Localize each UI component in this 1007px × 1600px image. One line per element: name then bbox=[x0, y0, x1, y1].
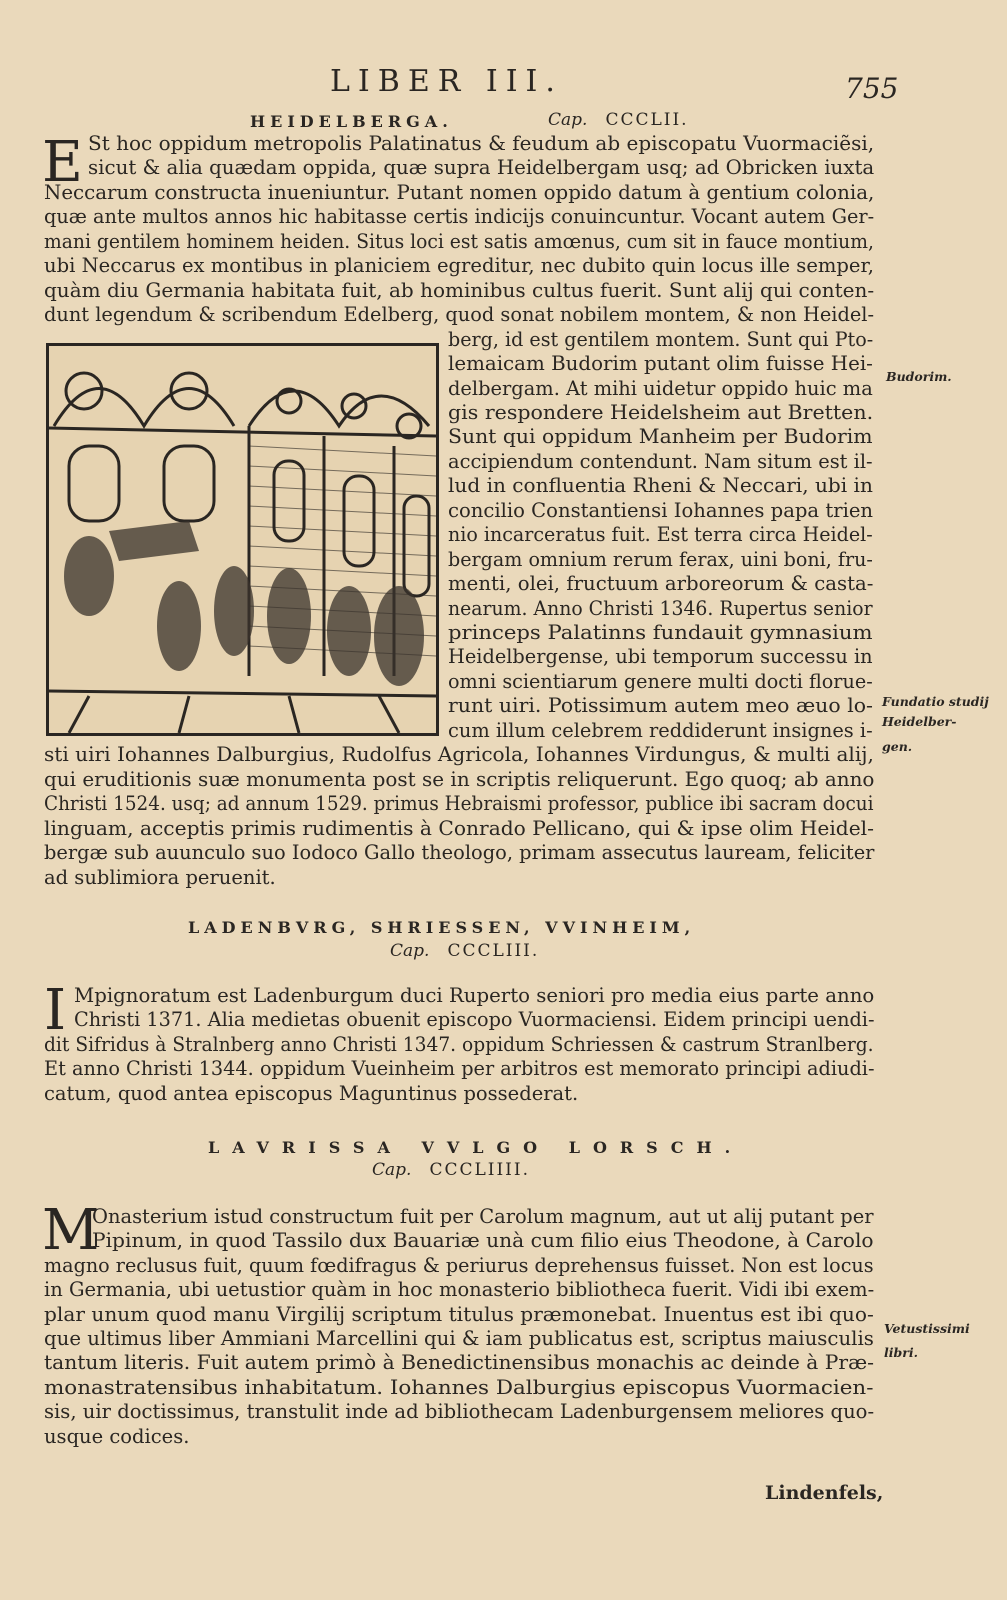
text-line: plar unum quod manu Virgilij scriptum titulus præmonebat. Inuentus est ibi quo- bbox=[44, 1302, 874, 1326]
text-line: gis respondere Heidelsheim aut Bretten. bbox=[448, 400, 874, 424]
text-line: qui eruditionis suæ monumenta post se in scriptis reliquerunt. Ego quoq; ab anno bbox=[44, 767, 875, 791]
text-line: lud in confluentia Rheni & Neccari, ubi in bbox=[448, 474, 873, 498]
text-line: ad sublimiora peruenit. bbox=[44, 865, 276, 889]
chapter-number: CCCLII. bbox=[605, 110, 689, 130]
drop-cap: E bbox=[42, 130, 83, 195]
text-line: in Germania, ubi uetustior quàm in hoc monasterio bibliotheca fuerit. Vidi ibi exem- bbox=[44, 1278, 875, 1302]
running-title: LIBER III. bbox=[330, 64, 563, 99]
margin-note: libri. bbox=[884, 1345, 918, 1360]
text-line: Christi 1371. Alia medietas obuenit episcopo Vuormaciensi. Eidem principi uendi- bbox=[74, 1008, 875, 1032]
chapter-prefix: Cap. bbox=[390, 941, 430, 961]
text-line: berg, id est gentilem montem. Sunt qui Pto- bbox=[448, 327, 874, 351]
text-line: St hoc oppidum metropolis Palatinatus & feudum ab episcopatu Vuormaciẽsi, bbox=[88, 132, 875, 155]
drop-cap: M bbox=[42, 1198, 100, 1263]
text-line: nearum. Anno Christi 1346. Rupertus senior bbox=[448, 596, 873, 620]
text-line: Onasterium istud constructum fuit per Carolum magnum, aut ut alij putant per bbox=[92, 1205, 874, 1228]
text-line: bergæ sub auunculo suo Iodoco Gallo theologo, primam assecutus lauream, feliciter bbox=[44, 841, 875, 865]
text-line: que ultimus liber Ammiani Marcellini qui & iam publicatus est, scriptus maiusculis bbox=[44, 1327, 874, 1350]
margin-note: Budorim. bbox=[886, 369, 952, 384]
text-line: tantum literis. Fuit autem primò à Benedictinensibus monachis ac deinde à Præ- bbox=[44, 1351, 874, 1375]
text-line: omni scientiarum genere multi docti florue- bbox=[448, 669, 873, 693]
text-line: ubi Neccarus ex montibus in planiciem egreditur, nec dubito quin locus ille semper, bbox=[44, 254, 874, 278]
chapter-prefix: Cap. bbox=[372, 1160, 412, 1180]
margin-note: Vetustissimi bbox=[884, 1321, 970, 1336]
drop-cap: I bbox=[44, 978, 67, 1043]
chapter-label bbox=[372, 1160, 530, 1180]
woodcut-illustration bbox=[46, 343, 439, 736]
text-line: dunt legendum & scribendum Edelberg, quod sonat nobilem montem, & non Heidel- bbox=[44, 303, 875, 327]
text-line: princeps Palatinns fundauit gymnasium bbox=[448, 621, 873, 644]
section-title: HEIDELBERGA. bbox=[250, 112, 453, 131]
text-line: usque codices. bbox=[44, 1424, 190, 1448]
text-line: sti uiri Iohannes Dalburgius, Rudolfus Agricola, Iohannes Virdungus, & multi alij, bbox=[44, 743, 874, 767]
chapter-number: CCCLIIII. bbox=[429, 1160, 531, 1180]
text-line: quàm diu Germania habitata fuit, ab hominibus cultus fuerit. Sunt alij qui conten- bbox=[44, 278, 875, 302]
text-line: Pipinum, in quod Tassilo dux Bauariæ unà cum filio eius Theodone, à Carolo bbox=[92, 1229, 874, 1253]
text-line: menti, olei, fructuum arboreorum & casta- bbox=[448, 572, 874, 596]
text-line: linguam, acceptis primis rudimentis à Conrado Pellicano, qui & ipse olim Heidel- bbox=[44, 816, 874, 840]
text-line: monastratensibus inhabitatum. Iohannes Dalburgius episcopus Vuormacien- bbox=[44, 1375, 874, 1399]
text-line: magno reclusus fuit, quum fœdifragus & periurus deprehensus fuisset. Non est locus bbox=[44, 1253, 874, 1277]
text-line: Christi 1524. usq; ad annum 1529. primus Hebraismi professor, publice ibi sacram docui bbox=[44, 792, 874, 816]
chapter-prefix: Cap. bbox=[548, 110, 588, 130]
text-line: Heidelbergense, ubi temporum successu in bbox=[448, 645, 873, 669]
text-line: cum illum celebrem reddiderunt insignes i- bbox=[448, 718, 873, 742]
text-line: quæ ante multos annos hic habitasse certis indicijs conuincuntur. Vocant autem Ger- bbox=[44, 205, 875, 229]
text-line: sis, uir doctissimus, transtulit inde ad bibliothecam Ladenburgensem meliores quo- bbox=[44, 1400, 875, 1424]
text-line: lemaicam Budorim putant olim fuisse Hei- bbox=[448, 352, 873, 376]
section-title: LAVRISSA VVLGO LORSCH. bbox=[208, 1138, 744, 1157]
section-title: LADENBVRG, SHRIESSEN, VVINHEIM, bbox=[188, 918, 696, 937]
catchword: Lindenfels, bbox=[765, 1482, 884, 1504]
text-line: Sunt qui oppidum Manheim per Budorim bbox=[448, 425, 873, 449]
text-line: Neccarum constructa inueniuntur. Putant nomen oppido datum à gentium colonia, bbox=[44, 180, 875, 204]
lecture-hall-woodcut bbox=[49, 346, 436, 733]
margin-note: gen. bbox=[882, 739, 913, 754]
text-line: accipiendum contendunt. Nam situm est il- bbox=[448, 449, 873, 473]
text-line: bergam omnium rerum ferax, uini boni, fru- bbox=[448, 547, 873, 571]
text-line: catum, quod antea episcopus Maguntinus possederat. bbox=[44, 1081, 579, 1105]
text-line: dit Sifridus à Stralnberg anno Christi 1347. oppidum Schriessen & castrum Stranlberg. bbox=[44, 1032, 874, 1056]
margin-note: Fundatio studij Heidelber- bbox=[882, 694, 989, 729]
text-line: runt uiri. Potissimum autem meo æuo lo- bbox=[448, 694, 873, 718]
text-line: concilio Constantiensi Iohannes papa trien bbox=[448, 498, 874, 522]
text-line: delbergam. At mihi uidetur oppido huic ma bbox=[448, 376, 873, 400]
text-line: nio incarceratus fuit. Est terra circa Heidel- bbox=[448, 523, 873, 547]
page-number: 755 bbox=[845, 72, 899, 105]
chapter-label bbox=[548, 110, 689, 130]
chapter-number: CCCLIII. bbox=[447, 941, 540, 961]
text-line: Et anno Christi 1344. oppidum Vueinheim per arbitros est memorato principi adiudi- bbox=[44, 1057, 875, 1081]
text-line: mani gentilem hominem heiden. Situs loci est satis amœnus, cum sit in fauce montium, bbox=[44, 229, 874, 253]
chapter-label bbox=[390, 941, 539, 961]
text-line: sicut & alia quædam oppida, quæ supra Heidelbergam usq; ad Obricken iuxta bbox=[88, 156, 875, 180]
text-line: Mpignoratum est Ladenburgum duci Ruperto seniori pro media eius parte anno bbox=[74, 984, 875, 1007]
